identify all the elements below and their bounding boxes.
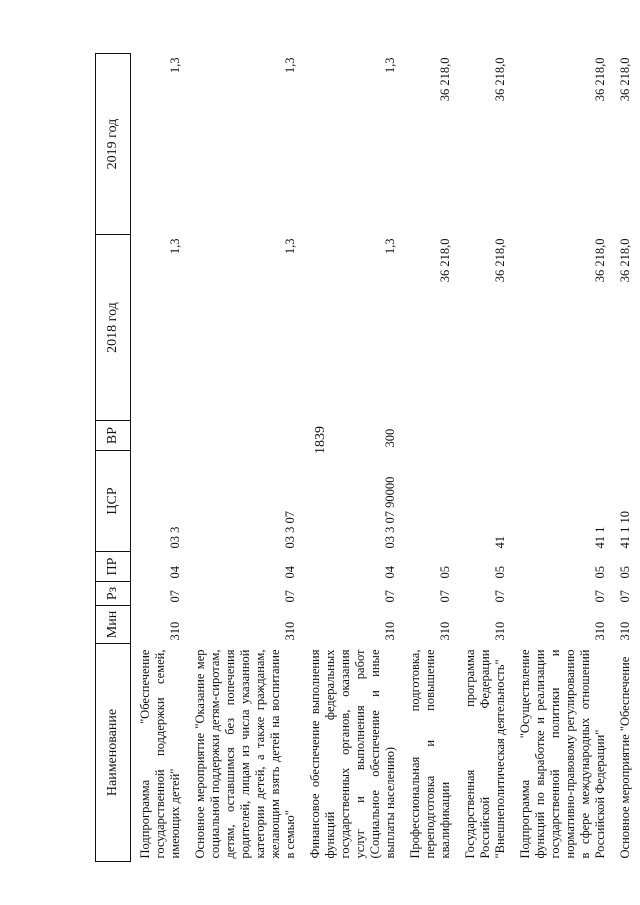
- cell-pr: 05: [438, 566, 452, 579]
- cell-pr: 04: [168, 566, 182, 579]
- budget-table-rotated: [95, 54, 632, 862]
- cell-min: 310: [593, 621, 607, 641]
- cell-y2019: 36 218,0: [618, 57, 632, 102]
- page-number: 1839: [313, 426, 328, 454]
- header-name: Наименование: [96, 644, 131, 862]
- cell-y2018: 1,3: [283, 238, 297, 255]
- cell-csr: 03 3 07: [283, 511, 297, 549]
- cell-rz: 07: [383, 590, 397, 603]
- cell-rz: 07: [618, 590, 632, 603]
- header-csr: ЦСР: [96, 451, 131, 552]
- cell-y2018: 36 218,0: [493, 238, 507, 283]
- cell-vr: [401, 421, 456, 451]
- cell-pr: 04: [283, 566, 297, 579]
- cell-name: Финансовое обеспечение выполнения функций федеральных государственных органов, оказания услуг и выполнения работ (Социальное обеспечение и иные выплаты населению): [308, 649, 397, 859]
- cell-vr: [456, 421, 511, 451]
- cell-rz: 07: [283, 590, 297, 603]
- cell-y2019: 1,3: [283, 57, 297, 74]
- table-row: [186, 54, 301, 862]
- cell-csr: 03 3 07 90000: [383, 476, 397, 549]
- cell-csr: 41 1: [593, 526, 607, 549]
- table-row: [611, 54, 636, 862]
- cell-pr: 05: [593, 566, 607, 579]
- cell-y2019: 36 218,0: [493, 57, 507, 102]
- table-row: [401, 54, 456, 862]
- cell-min: 310: [438, 621, 452, 641]
- cell-y2019: 1,3: [383, 57, 397, 74]
- cell-rz: 07: [438, 590, 452, 603]
- cell-y2018: 1,3: [168, 238, 182, 255]
- cell-rz: 07: [168, 590, 182, 603]
- table-row: [131, 54, 187, 862]
- cell-pr: 04: [383, 566, 397, 579]
- cell-min: 310: [283, 621, 297, 641]
- cell-y2018: 36 218,0: [618, 238, 632, 283]
- cell-csr: 03 3: [168, 526, 182, 549]
- cell-vr: [511, 421, 611, 451]
- cell-y2018: 36 218,0: [438, 238, 452, 283]
- cell-rz: 07: [593, 590, 607, 603]
- cell-vr: [131, 421, 187, 451]
- cell-y2018: 36 218,0: [593, 238, 607, 283]
- cell-csr: 41: [493, 536, 507, 549]
- table-header-row: [96, 54, 131, 862]
- cell-name: Подпрограмма "Осуществление функций по выработке и реализации государственной политики и нормативно-правовому регулированию в сфере международных отношений Российской Федерации": [518, 649, 607, 859]
- cell-y2019: 36 218,0: [438, 57, 452, 102]
- cell-pr: 05: [493, 566, 507, 579]
- cell-y2019: 1,3: [168, 57, 182, 74]
- table-row: [511, 54, 611, 862]
- cell-y2018: 1,3: [383, 238, 397, 255]
- cell-vr: 300: [383, 428, 397, 448]
- cell-min: 310: [383, 621, 397, 641]
- header-vr: ВР: [96, 421, 131, 451]
- cell-csr: [401, 451, 456, 552]
- cell-name: Основное мероприятие "Оказание мер социальной поддержки детям-сиротам, детям, оставшимся без попечения родителей, лицам из числа указанной категории детей, а также гражданам, желающим взять детей на воспитание в семью": [193, 649, 297, 859]
- cell-min: 310: [618, 621, 632, 641]
- cell-name: Подпрограмма "Обеспечение государственной поддержки семей, имеющих детей": [138, 649, 182, 859]
- header-2019: 2019 год: [96, 54, 131, 235]
- header-pr: ПР: [96, 552, 131, 582]
- cell-csr: 41 1 10: [618, 511, 632, 549]
- cell-y2019: 36 218,0: [593, 57, 607, 102]
- header-min: Мин: [96, 606, 131, 644]
- header-2018: 2018 год: [96, 235, 131, 421]
- cell-name: Профессиональная подготовка, переподготовка и повышение квалификации: [408, 649, 452, 859]
- table-row: [301, 54, 401, 862]
- header-rz: Рз: [96, 582, 131, 606]
- cell-min: 310: [493, 621, 507, 641]
- cell-vr: [186, 421, 301, 451]
- budget-table: [95, 53, 636, 862]
- table-row: [456, 54, 511, 862]
- table-body: [131, 54, 637, 862]
- cell-vr: [611, 421, 636, 451]
- cell-name: Основное мероприятие "Обеспечение: [618, 656, 632, 859]
- cell-rz: 07: [493, 590, 507, 603]
- cell-pr: 05: [618, 566, 632, 579]
- cell-name: Государственная программа Российской Федерации "Внешнеполитическая деятельность": [463, 649, 507, 859]
- cell-min: 310: [168, 621, 182, 641]
